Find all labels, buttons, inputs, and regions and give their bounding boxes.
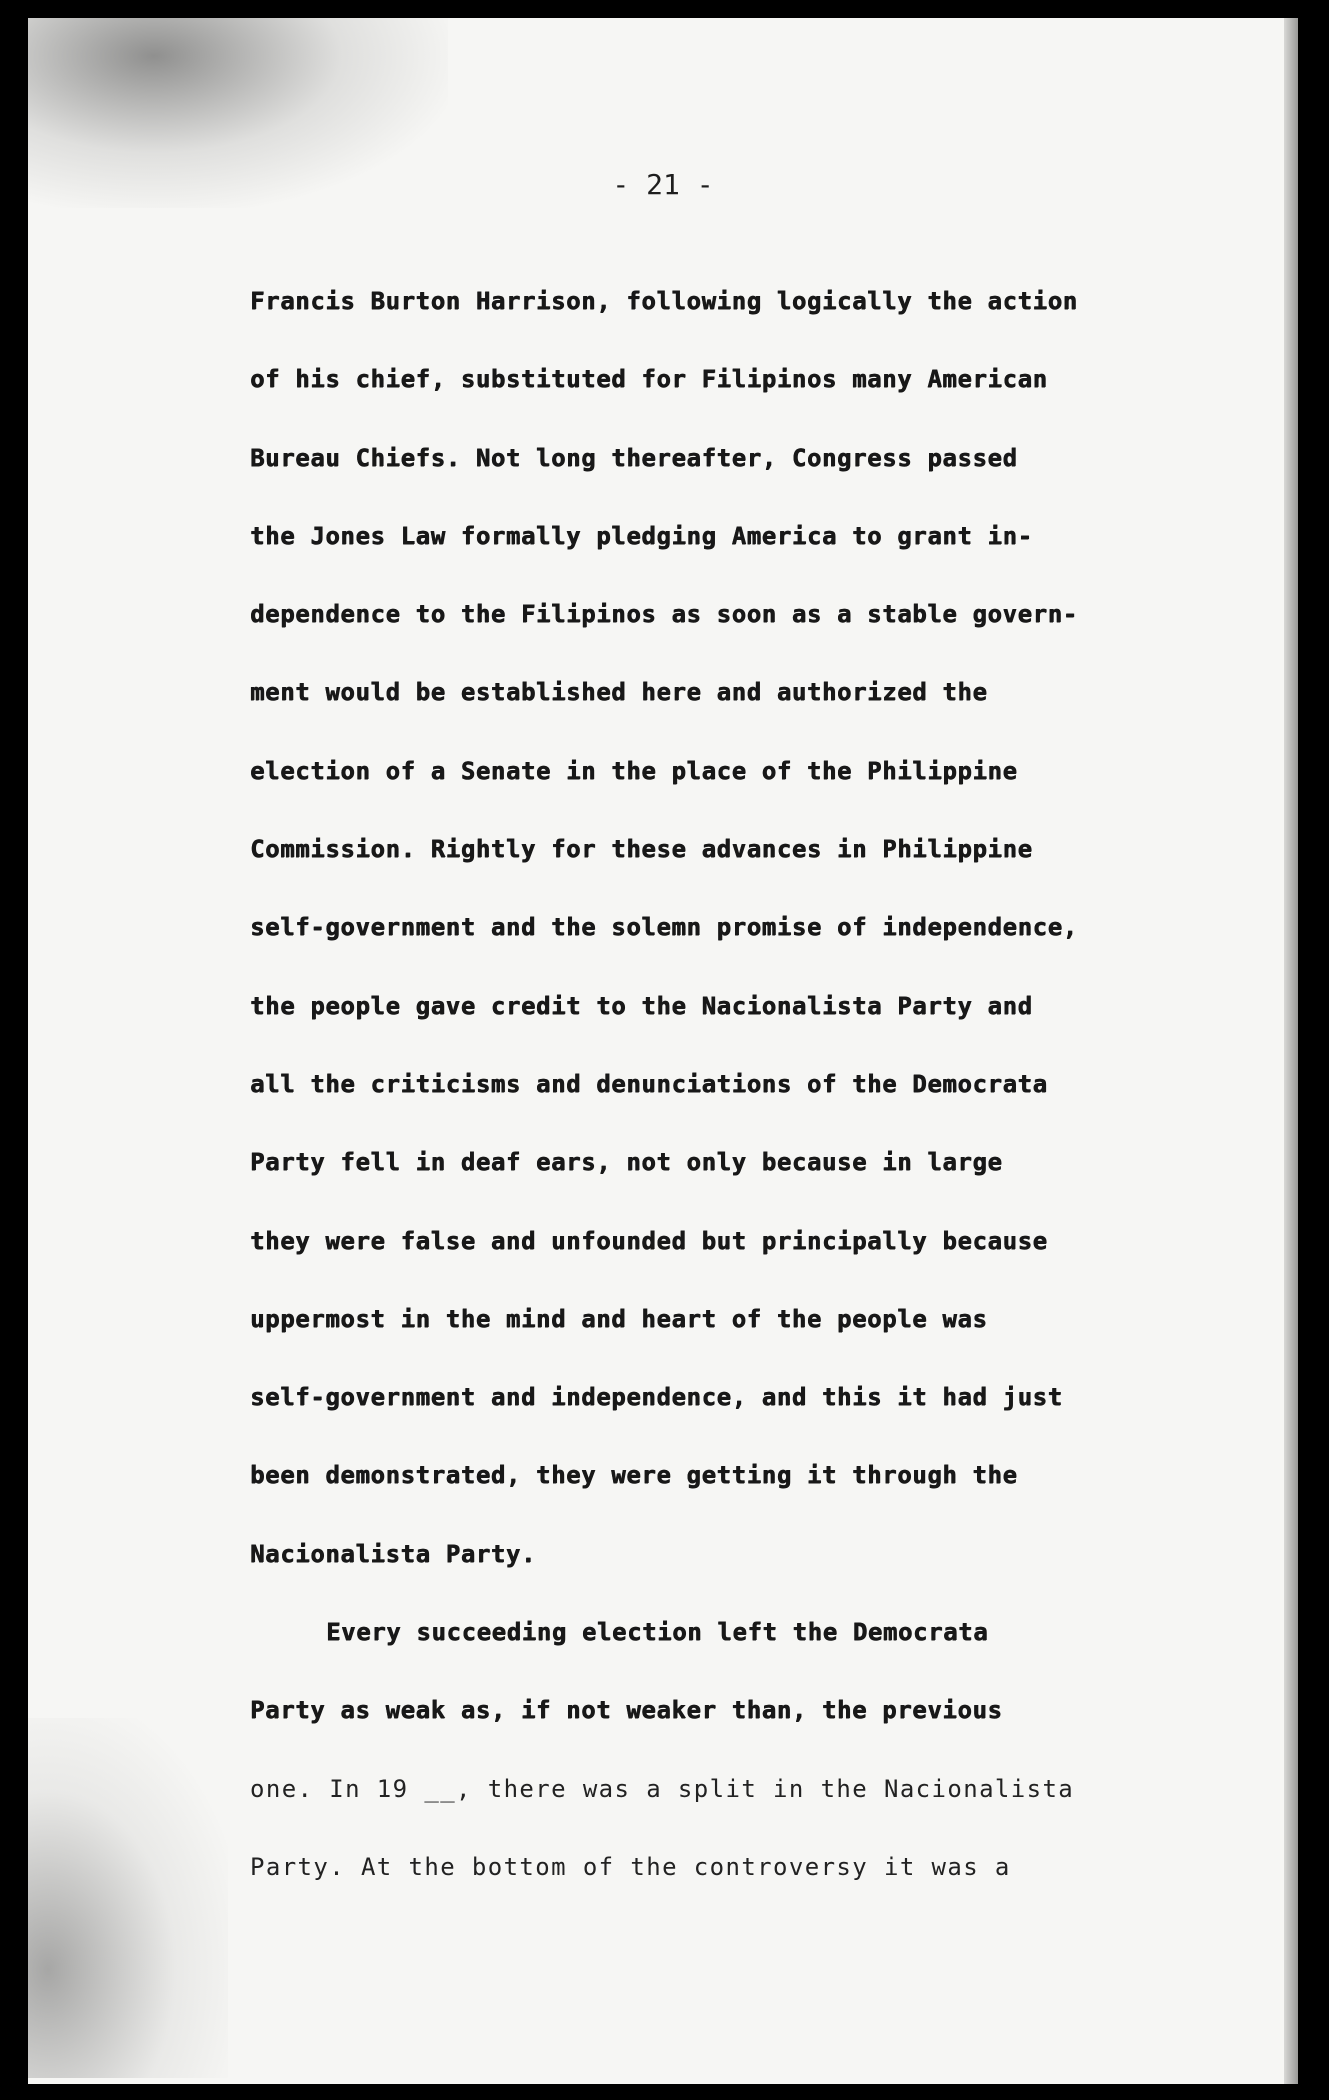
text-line: ment would be established here and authorized the — [250, 678, 988, 707]
text-line: Nacionalista Party. — [250, 1539, 536, 1568]
text-line: Francis Burton Harrison, following logically the action — [250, 287, 1078, 315]
text-line: all the criticisms and denunciations of the Democrata — [250, 1069, 1048, 1098]
text-line: been demonstrated, they were getting it through the — [250, 1461, 1018, 1490]
text-line: self-government and the solemn promise of independence, — [250, 913, 1078, 942]
document-page — [28, 18, 1298, 2084]
body-text — [250, 286, 1210, 1930]
page-edge — [1284, 18, 1298, 2084]
text-line: Party as weak as, if not weaker than, the previous — [250, 1696, 1003, 1725]
page-number: - 21 - — [612, 168, 714, 201]
text-line: self-government and independence, and this it had just — [250, 1383, 1063, 1412]
text-line: one. In 19 __, there was a split in the Nacionalista — [250, 1774, 1075, 1803]
text-line: uppermost in the mind and heart of the people was — [250, 1304, 988, 1333]
text-line: Every succeeding election left the Democrata — [326, 1618, 989, 1647]
text-line: dependence to the Filipinos as soon as a stable govern- — [250, 600, 1078, 629]
ink-smudge — [28, 1718, 228, 2078]
text-line: they were false and unfounded but principally because — [250, 1226, 1048, 1255]
text-line: the Jones Law formally pledging America to grant in- — [250, 521, 1033, 550]
text-line: of his chief, substituted for Filipinos many American — [250, 365, 1048, 394]
text-line: Commission. Rightly for these advances in Philippine — [250, 835, 1033, 864]
text-line: the people gave credit to the Nacionalista Party and — [250, 991, 1033, 1020]
text-line: election of a Senate in the place of the Philippine — [250, 756, 1018, 785]
text-line: Bureau Chiefs. Not long thereafter, Congress passed — [250, 443, 1018, 472]
text-line: Party. At the bottom of the controversy it was a — [250, 1852, 1011, 1881]
text-line: Party fell in deaf ears, not only because in large — [250, 1148, 1003, 1177]
